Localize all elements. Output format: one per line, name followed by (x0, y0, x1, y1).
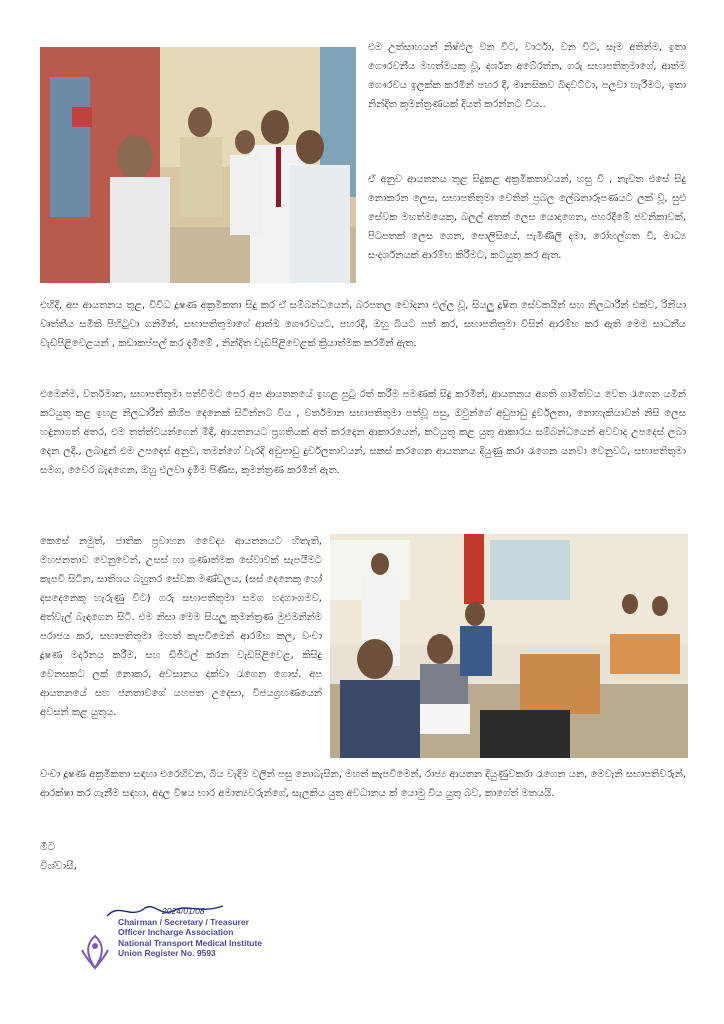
photo-officials-meeting (40, 47, 356, 283)
stamp-line-1: Chairman / Secretary / Treasurer (118, 916, 249, 927)
stamp-date: 2024/01/08 (162, 906, 205, 916)
stamp-line-4: Union Register No. 9593 (118, 948, 216, 958)
handwritten-signature (105, 900, 225, 922)
closing-line-1: මීට (40, 841, 56, 853)
stamp-line-3: National Transport Medical Institute (118, 937, 263, 948)
paragraph-4: එමෙන්ම, වර්තමාන, සභාපතිතුමා පත්වීමට පෙර අප ආයතනයේ ඉහළ පුටු රත් කරීම පමණක් සිදු කරමින්, ආයතනය අගති ගාමීත්වය වෙත රැගෙන යමින් කටයුතු කළ ඉහළ නිලධාරීන් කිහිප දෙනෙක් සිටින්නට විය , වර්තමාන සභාපතිතුමා පත්වූ පසු, ඔවුන්ගේ අඩුපාඩු දුර්වලතා, නොහැකියාවන් නිසි ලෙස හඳුනාගත් අතර, එම තත්ත්වයන්ගෙන් මිදී, ආයතනයට ප්‍රගතියක් අත් කරදෙන ආකාරයෙන්, කටයුතු කළ යුතු ආකාරය සම්බන්ධයෙන් අවවාද උපදෙස් ලබා දෙන ලදී., ලබාදුන් එම උපදෙස් අනුව, තමන්ගේ වැරදි අඩුපාඩු දුර්වලතාවයන්, සකස් කරගෙන ආයතනය දියුණු කරා රැගෙන යනවා වෙනුවට, සභාපතිතුමා සමග, වෛර බැඳගෙන, ඔහු එලවා දැමීම පිණිස, කුමන්ත්‍රණ කරමින් ඇත. (40, 389, 686, 476)
photo-staff-discussion (330, 534, 688, 758)
paragraph-5: කෙසේ නමුත්, ජාතික ප්‍රවාහන වෛද්‍ය ආයතනයට හිතැති, මහජනතාව වෙනුවෙන්, උසස් හා ගුණාත්මක සේවාවක් සැපයීමට කැපවී සිටින, සාතිශය බහුතර සේවක මණ්ඩලය, (සස් දෙනෙකු හෝ දසදෙනෙකු හැරුණු විට) ගරු සභාපතිතුමා සමග හදගාංගමව, අත්වැල් බැඳගෙන සිටී. එම නිසා මෙම සියලු කුමන්ත්‍රණ මුළුමනින්ම පරාජය කර, සභාපතිතුමා මහත් කැපවීමෙන් ආරම්භ කල, වංචා දූෂණ මර්දනය කරීම, සහ ඩිජිටල් කරන වැඩපිළිවෙළ, කිසිදු වෙනසකට ලක් නොකර, අවසානය දක්වා රැගෙන ගොස්. අප ආයතනයේ සහ ජනතාවගේ යහපත උදෙසා, විජයග්‍රහණයෙන් අවසන් කළ යුතුය. (40, 536, 322, 718)
association-logo-icon (78, 932, 112, 972)
paragraph-2: ඒ අනුව ආයතනය තුළ සිදුකළ අක්‍රමිකතාවයන්, හසු වී , නැවත එසේ සිදු නොකරන ලෙස, සභාපතිතුමා වෙතින් ප්‍රබල ලේඛනාරූපණයට ලක් වූ, සුළු සේවක මහත්මයෙකු, බලල් අතක් ලෙස යොදාගෙන, පහරදීමේ ජවනිකාවක්, පිටපතක් ලෙස ගෙන, පොලිසියේ, පැමිණිලි දමා, රෝහල්ගත වී, මාධ්‍ය සංදර්ශනයක් ආරම්භ කිරීමට, කටයුතු කර ඇත. (368, 174, 686, 261)
stamp-line-2: Officer Incharge Association (118, 927, 234, 937)
closing-salutation (40, 838, 77, 876)
closing-line-2: විශ්වාසී, (40, 860, 77, 872)
paragraph-3: එහිදී, අප ආයතනය තුළ, විවිධ දූෂණ අක්‍රමිකතා සිදු කර ඒ සම්බන්ධයෙන්, බරපතල චෝදනා එල්ල වූ, සියලු දූෂිත සේවකයින් සහ නිලධාරීන් එක්ව, රිනියා වෘත්තීය සමිති පිහිටුවා ගනිමින්, සභාපතිතුමාගේ ආත්ම ගෞරවයට, පහරදී, ඔහු බියට පත් කර, සභාපතිතුමා විසින් ආරම්භ කර ඇති මෙම සාධනීය වැඩපිළිවෙළයන් , කඩාකප්පල් කර දැමීමේ , නින්දිත වැඩපිළිවෙළක් ක්‍රියාත්මක කරමින් ඇත. (40, 300, 686, 349)
paragraph-6: වංචා දූෂණ අක්‍රමිකතා සඳහා එරෙහිවන, බිය වැදීම වලින් පසු නොබැසින, මහත් කැපවීමෙන්, රාජ්‍ය ආයතන දියුණුවකරා රැගෙන යන, මෙවැනි සභාපතිවරුන්, ආරක්ෂා කර ගැනීම සඳහා, අදාල විෂය භාර අමාත්‍යවරුන්ගේ, සැලකිය යුතු අවධානය ක් යොමු විය යුතු බව, කාගේත් මතයයි. (40, 769, 686, 799)
paragraph-1: එම උත්සාහයන් නිෂ්ඵල වන විට, වාර්ථා, වන විට, සෑම අතින්ම, ඉතා ගෞරවනීය මහත්මයකු වූ, දර්ශන අබේරත්න, ගරු සභාපතිතුමාගේ, ආත්ම ගෞරවය ඉලක්ක කරමින් පහර දී, මානසිකව බිඳවට්ටා, පලවා හැරීමට, ඉතා නින්දිත කුමන්ත්‍රණයක් දියත් කරන්නට විය.. (368, 42, 686, 110)
